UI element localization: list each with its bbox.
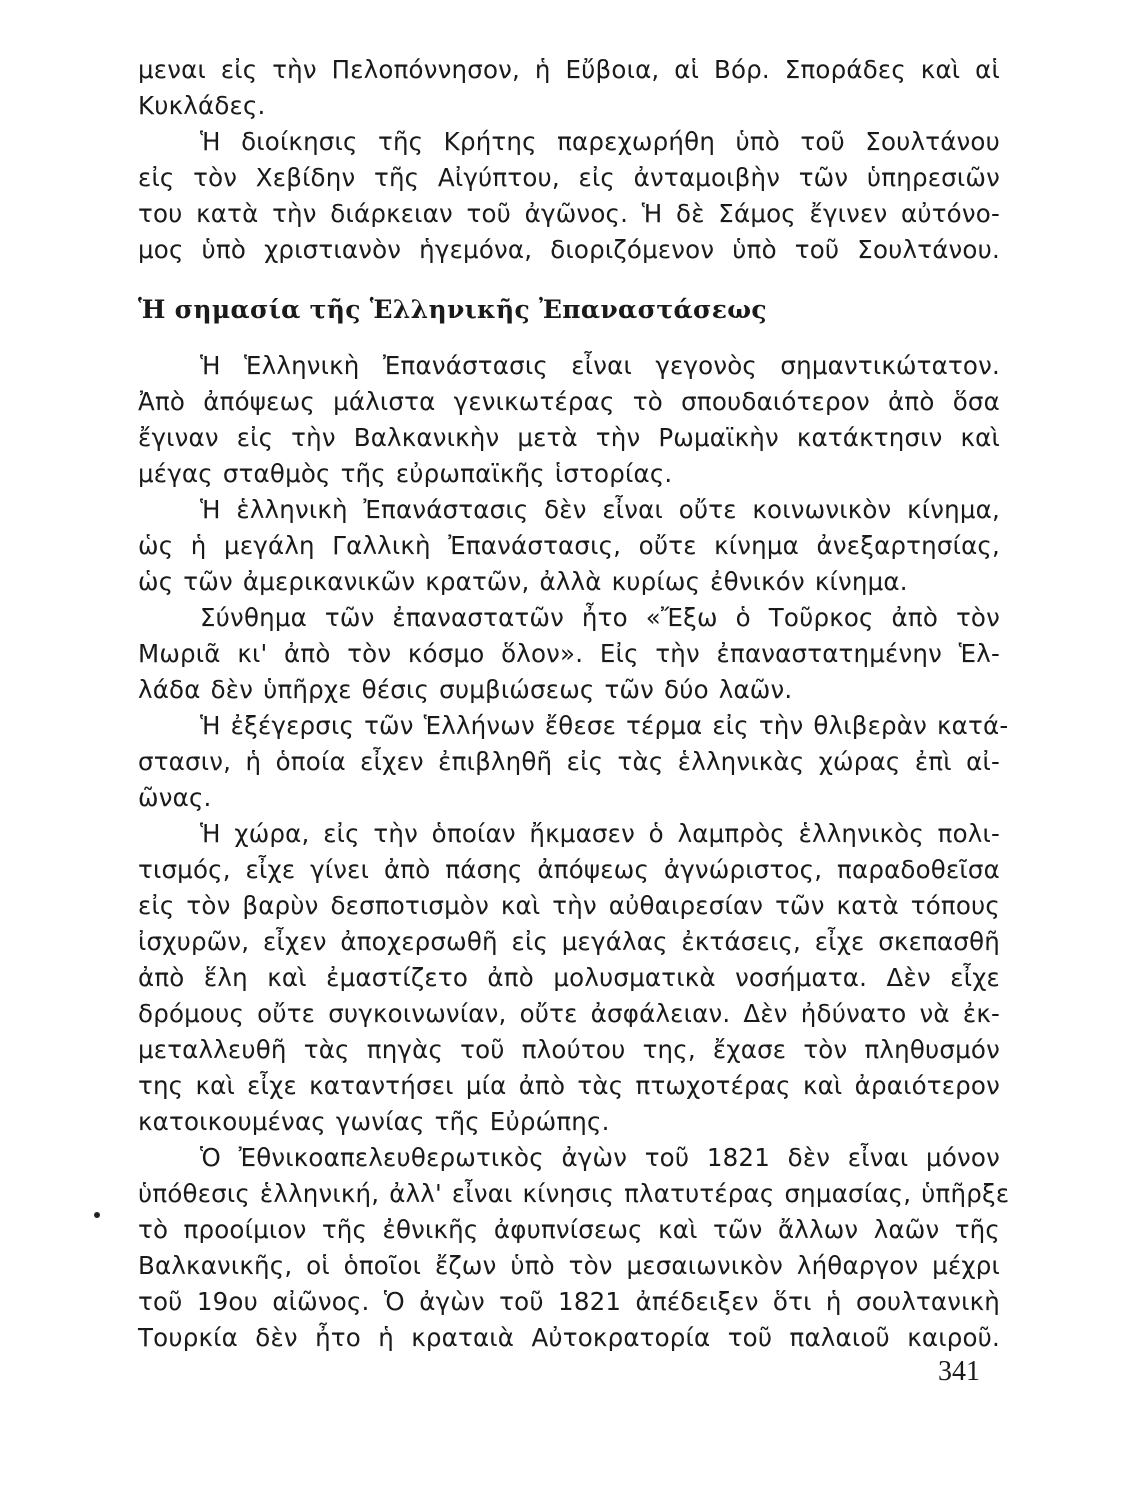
text-line: Ὁ Ἐθνικοαπελευθερωτικὸς ἀγὼν τοῦ 1821 δὲν εἶναι μόνον <box>200 1143 1000 1172</box>
text-line: τοῦ 19ου αἰῶνος. Ὁ ἀγὼν τοῦ 1821 ἀπέδειξεν ὅτι ἡ σουλτανικὴ <box>138 1287 1000 1316</box>
margin-mark <box>94 1212 100 1218</box>
text-line: Ἡ διοίκησις τῆς Κρήτης παρεχωρήθη ὑπὸ τοῦ Σουλτάνου <box>200 127 1000 156</box>
text-line: ὡς ἡ μεγάλη Γαλλικὴ Ἐπανάστασις, οὔτε κίνημα ἀνεξαρτησίας, <box>138 531 1000 560</box>
text-line: ἀπὸ ἕλη καὶ ἐμαστίζετο ἀπὸ μολυσματικὰ νοσήματα. Δὲν εἶχε <box>138 963 1000 992</box>
text-line: Ἡ ἐξέγερσις τῶν Ἑλλήνων ἔθεσε τέρμα εἰς τὴν θλιβερὰν κατά- <box>200 711 1009 740</box>
text-line: ὑπόθεσις ἑλληνική, ἀλλ' εἶναι κίνησις πλατυτέρας σημασίας, ὑπῆρξε <box>138 1179 1010 1208</box>
text-line: Μωριᾶ κι' ἀπὸ τὸν κόσμο ὅλον». Εἰς τὴν ἐπαναστατημένην Ἑλ- <box>138 639 1000 668</box>
text-line: Βαλκανικῆς, οἱ ὁποῖοι ἔζων ὑπὸ τὸν μεσαιωνικὸν λήθαργον μέχρι <box>138 1251 1000 1280</box>
page-number: 341 <box>938 1356 980 1387</box>
text-line: Κυκλάδες. <box>138 91 266 120</box>
text-line: ἰσχυρῶν, εἶχεν ἀποχερσωθῆ εἰς μεγάλας ἐκτάσεις, εἶχε σκεπασθῆ <box>138 927 1000 956</box>
text-line: Ἡ ἑλληνικὴ Ἐπανάστασις δὲν εἶναι οὔτε κοινωνικὸν κίνημα, <box>200 495 1000 524</box>
text-line: εἰς τὸν βαρὺν δεσποτισμὸν καὶ τὴν αὐθαιρεσίαν τῶν κατὰ τόπους <box>138 891 1000 920</box>
text-line: τισμός, εἶχε γίνει ἀπὸ πάσης ἀπόψεως ἀγνώριστος, παραδοθεῖσα <box>138 855 1000 884</box>
text-line: λάδα δὲν ὑπῆρχε θέσις συμβιώσεως τῶν δύο λαῶν. <box>138 675 793 704</box>
text-line: ὡς τῶν ἀμερικανικῶν κρατῶν, ἀλλὰ κυρίως ἐθνικόν κίνημα. <box>138 567 908 596</box>
text-line: τὸ προοίμιον τῆς ἐθνικῆς ἀφυπνίσεως καὶ τῶν ἄλλων λαῶν τῆς <box>138 1215 1000 1244</box>
text-line: Ἡ χώρα, εἰς τὴν ὁποίαν ἤκμασεν ὁ λαμπρὸς ἑλληνικὸς πολι- <box>200 819 1000 848</box>
text-line: ῶνας. <box>138 783 212 812</box>
text-line: μεταλλευθῆ τὰς πηγὰς τοῦ πλούτου της, ἔχασε τὸν πληθυσμόν <box>138 1035 1000 1064</box>
text-line: Ἀπὸ ἀπόψεως μάλιστα γενικωτέρας τὸ σπουδαιότερον ἀπὸ ὅσα <box>138 387 1000 416</box>
text-line: της καὶ εἶχε καταντήσει μία ἀπὸ τὰς πτωχοτέρας καὶ ἀραιότερον <box>138 1071 1000 1100</box>
text-line: κατοικουμένας γωνίας τῆς Εὐρώπης. <box>138 1107 610 1136</box>
text-line: μεναι εἰς τὴν Πελοπόννησον, ἡ Εὔβοια, αἱ Βόρ. Σποράδες καὶ αἱ <box>138 55 1000 84</box>
section-heading: Ἡ σημασία τῆς Ἑλληνικῆς Ἐπαναστάσεως <box>138 295 767 324</box>
text-line: στασιν, ἡ ὁποία εἶχεν ἐπιβληθῆ εἰς τὰς ἑλληνικὰς χώρας ἐπὶ αἰ- <box>138 747 1000 776</box>
text-line: Τουρκία δὲν ἦτο ἡ κραταιὰ Αὐτοκρατορία τοῦ παλαιοῦ καιροῦ. <box>138 1323 1000 1352</box>
text-line: ἔγιναν εἰς τὴν Βαλκανικὴν μετὰ τὴν Ρωμαϊκὴν κατάκτησιν καὶ <box>138 423 1000 452</box>
text-line: μέγας σταθμὸς τῆς εὐρωπαϊκῆς ἱστορίας. <box>138 459 673 488</box>
text-line: του κατὰ τὴν διάρκειαν τοῦ ἀγῶνος. Ἡ δὲ Σάμος ἔγινεν αὐτόνο- <box>138 199 1000 228</box>
text-line: μος ὑπὸ χριστιανὸν ἡγεμόνα, διοριζόμενον ὑπὸ τοῦ Σουλτάνου. <box>138 235 1000 264</box>
text-line: εἰς τὸν Χεβίδην τῆς Αἰγύπτου, εἰς ἀνταμοιβὴν τῶν ὑπηρεσιῶν <box>138 163 1000 192</box>
text-line: Σύνθημα τῶν ἐπαναστατῶν ἦτο «Ἔξω ὁ Τοῦρκος ἀπὸ τὸν <box>200 603 1000 632</box>
text-line: Ἡ Ἑλληνικὴ Ἐπανάστασις εἶναι γεγονὸς σημαντικώτατον. <box>200 351 1000 380</box>
text-line: δρόμους οὔτε συγκοινωνίαν, οὔτε ἀσφάλειαν. Δὲν ἠδύνατο νὰ ἐκ- <box>138 999 1000 1028</box>
